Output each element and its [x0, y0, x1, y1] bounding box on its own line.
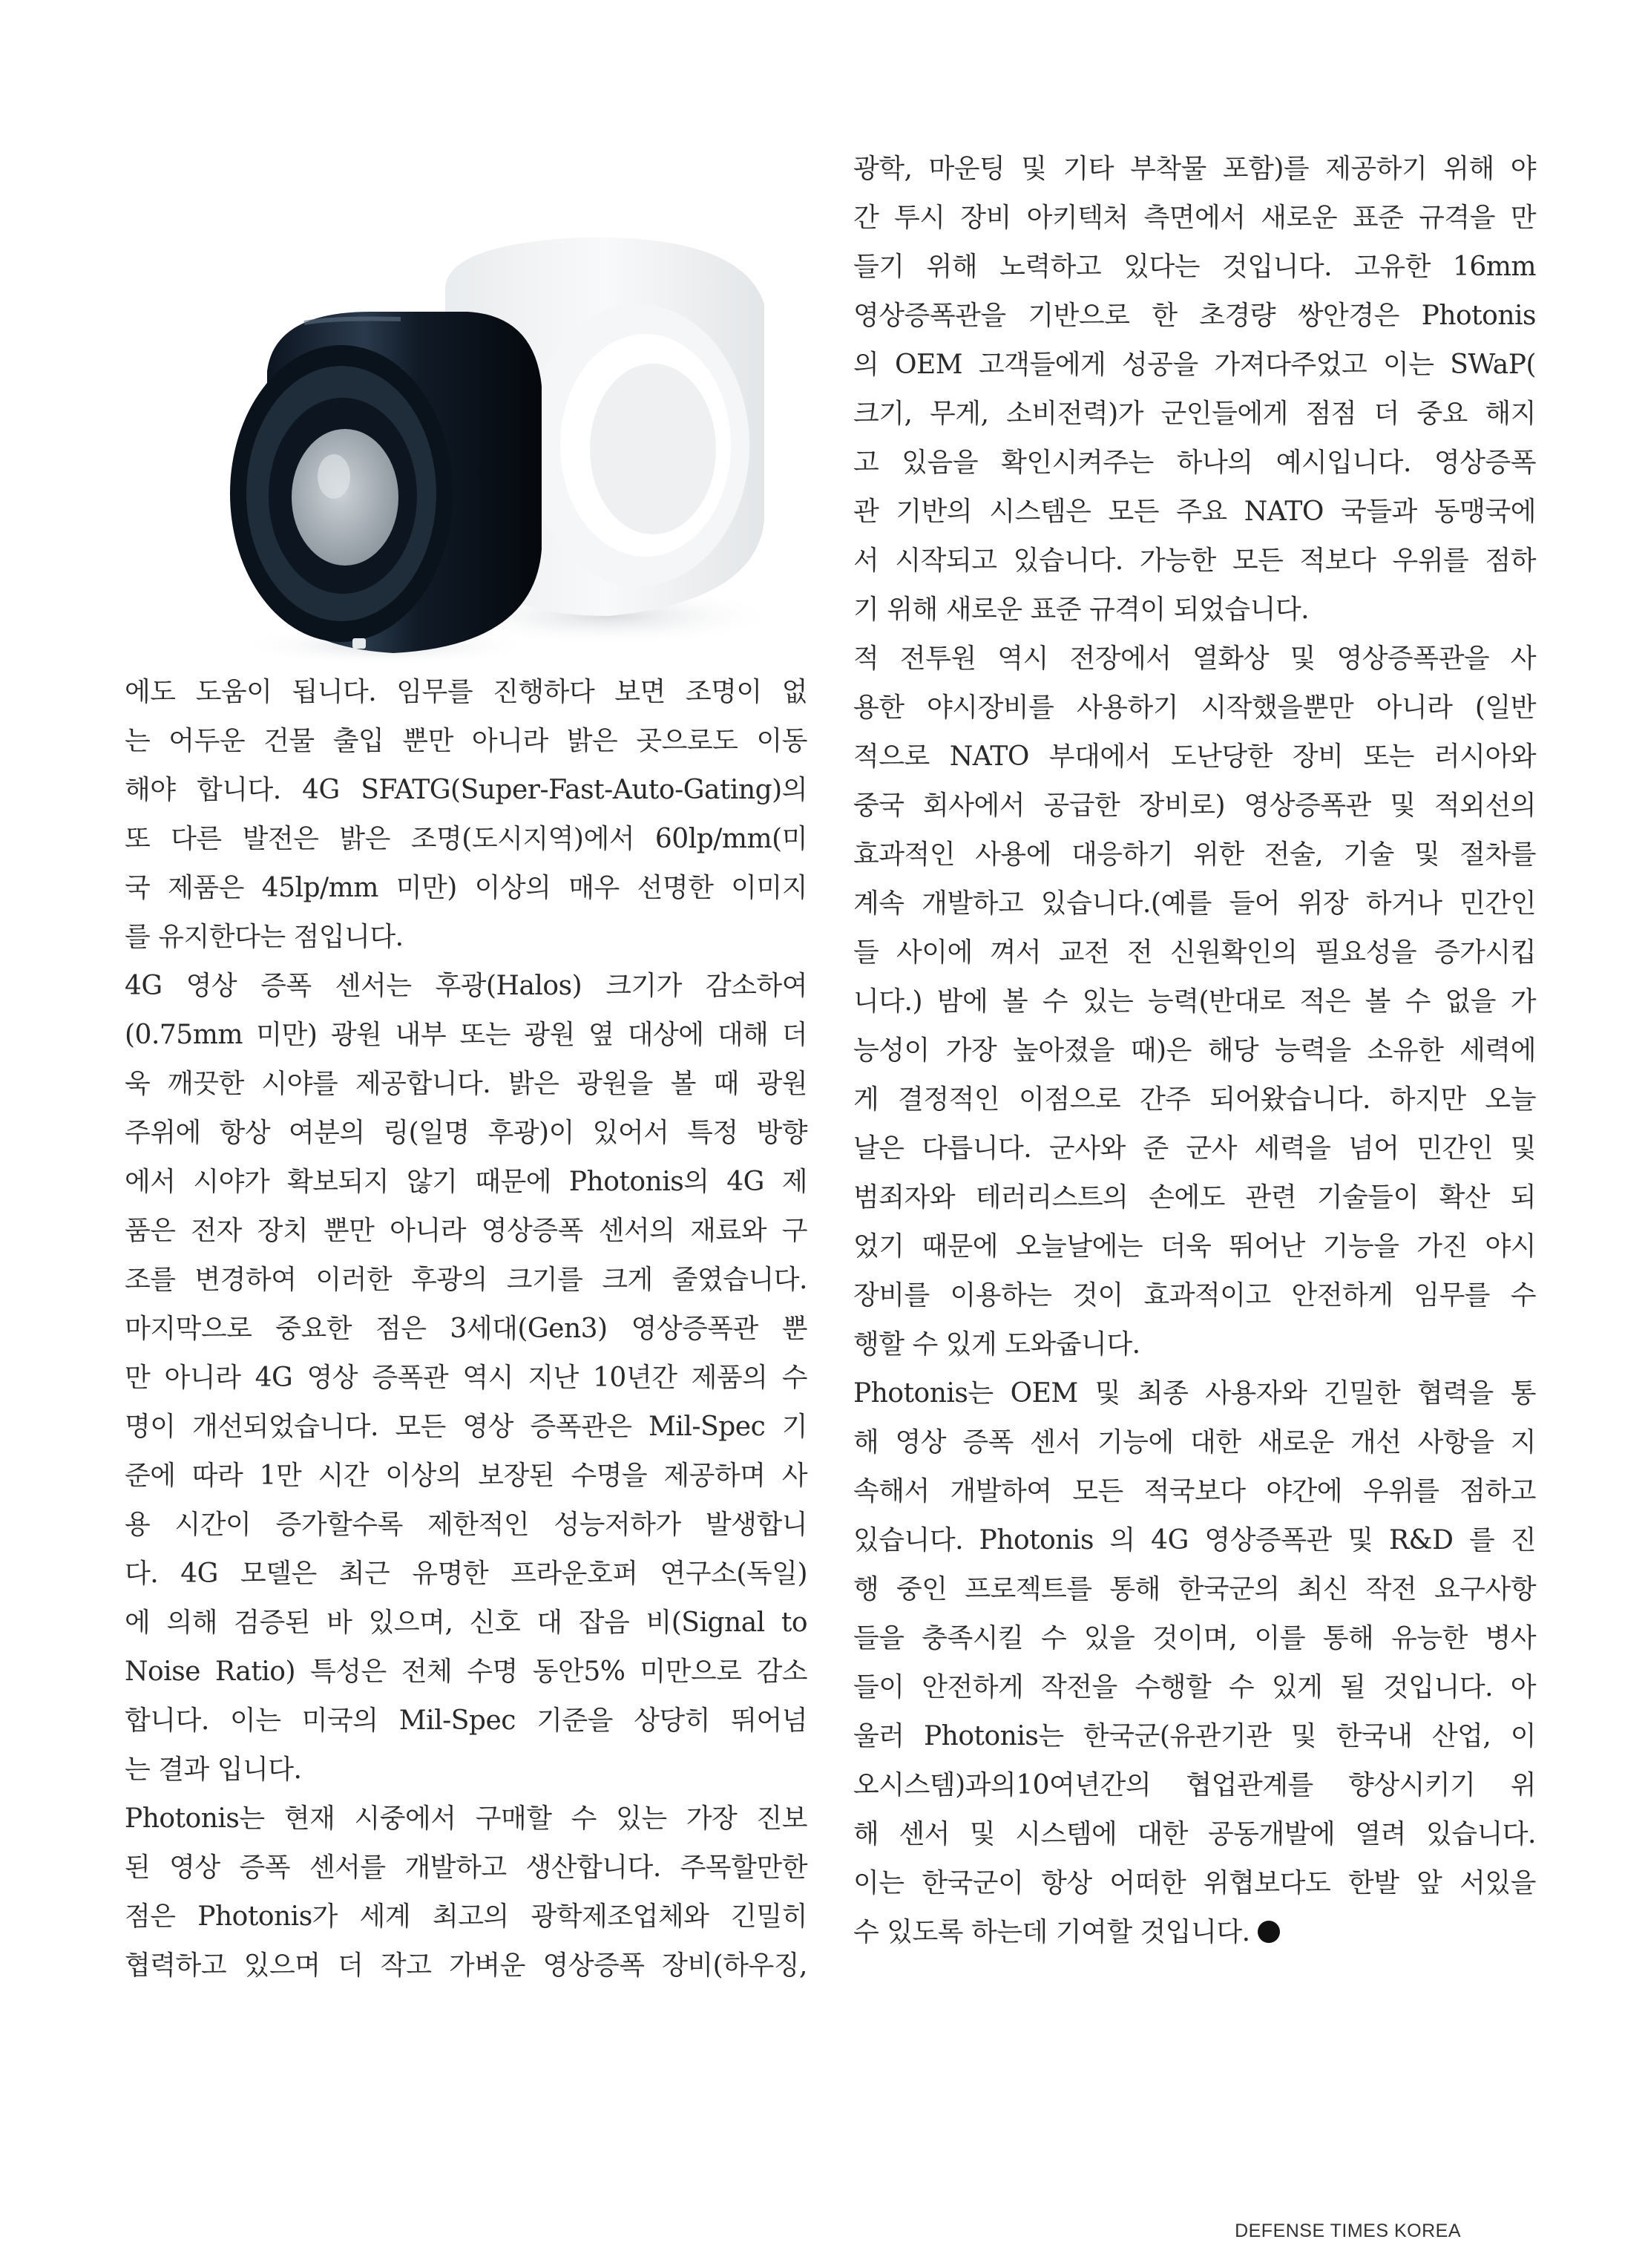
text-line: 장비를 이용하는 것이 효과적이고 안전하게 임무를 수 — [853, 1280, 1536, 1311]
text-line: 속해서 개발하여 모든 적국보다 야간에 우위를 점하고 — [853, 1476, 1536, 1507]
text-line: 능성이 가장 높아졌을 때)은 해당 능력을 소유한 세력에 — [853, 1035, 1536, 1066]
text-line: 해 센서 및 시스템에 대한 공동개발에 열려 있습니다. — [853, 1819, 1536, 1849]
text-line: 합니다. 이는 미국의 Mil-Spec 기준을 상당히 뛰어넘 — [125, 1705, 807, 1736]
text-line: 에도 도움이 됩니다. 임무를 진행하다 보면 조명이 없 — [125, 677, 807, 707]
text-line: Photonis는 현재 시중에서 구매할 수 있는 가장 진보 — [125, 1803, 807, 1834]
publication-footer: DEFENSE TIMES KOREA — [1235, 2221, 1461, 2241]
text-line: 간 투시 장비 아키텍처 측면에서 새로운 표준 규격을 만 — [853, 203, 1536, 233]
text-line: 국 제품은 45lp/mm 미만) 이상의 매우 선명한 이미지 — [125, 873, 807, 903]
text-line: 또 다른 발전은 밝은 조명(도시지역)에서 60lp/mm(미 — [125, 824, 807, 854]
text-line: 마지막으로 중요한 점은 3세대(Gen3) 영상증폭관 뿐 — [125, 1314, 807, 1344]
text-line: 고 있음을 확인시켜주는 하나의 예시입니다. 영상증폭 — [853, 448, 1536, 478]
text-line: 적 전투원 역시 전장에서 열화상 및 영상증폭관을 사 — [853, 643, 1536, 674]
text-line: 행 중인 프로젝트를 통해 한국군의 최신 작전 요구사항 — [853, 1574, 1536, 1605]
text-line: 욱 깨끗한 시야를 제공합니다. 밝은 광원을 볼 때 광원 — [125, 1069, 807, 1099]
text-line: 게 결정적인 이점으로 간주 되어왔습니다. 하지만 오늘 — [853, 1084, 1536, 1115]
text-line: 해 영상 증폭 센서 기능에 대한 새로운 개선 사항을 지 — [853, 1427, 1536, 1458]
dark-tube — [230, 312, 542, 665]
text-line: 날은 다릅니다. 군사와 준 군사 세력을 넘어 민간인 및 — [853, 1133, 1536, 1164]
text-line: 광학, 마운팅 및 기타 부착물 포함)를 제공하기 위해 야 — [853, 154, 1536, 184]
right-text-column — [853, 145, 1536, 1957]
text-line: 만 아니라 4G 영상 증폭관 역시 지난 10년간 제품의 수 — [125, 1363, 807, 1393]
text-line: 를 유지한다는 점입니다. — [125, 922, 404, 952]
text-line: 효과적인 사용에 대응하기 위한 전술, 기술 및 절차를 — [853, 839, 1536, 870]
text-line: 있습니다. Photonis 의 4G 영상증폭관 및 R&D 를 진 — [853, 1525, 1536, 1556]
text-line: 관 기반의 시스템은 모든 주요 NATO 국들과 동맹국에 — [853, 496, 1536, 527]
text-line: (0.75mm 미만) 광원 내부 또는 광원 옆 대상에 대해 더 — [125, 1020, 807, 1050]
final-text-line — [853, 1908, 1536, 1957]
text-line: 다. 4G 모델은 최근 유명한 프라운호퍼 연구소(독일) — [125, 1559, 807, 1589]
text-line: 들이 안전하게 작전을 수행할 수 있게 될 것입니다. 아 — [853, 1672, 1536, 1702]
text-line: 조를 변경하여 이러한 후광의 크기를 크게 줄였습니다. — [125, 1265, 807, 1295]
text-line: 점은 Photonis가 세계 최고의 광학제조업체와 긴밀히 — [125, 1901, 807, 1932]
text-line: 4G 영상 증폭 센서는 후광(Halos) 크기가 감소하여 — [125, 971, 807, 1001]
left-text-column — [125, 668, 807, 1990]
text-line: 기 위해 새로운 표준 규격이 되었습니다. — [853, 594, 1310, 625]
text-line: 적으로 NATO 부대에서 도난당한 장비 또는 러시아와 — [853, 741, 1536, 772]
text-line: 는 결과 입니다. — [125, 1754, 302, 1785]
text-line: 행할 수 있게 도와줍니다. — [853, 1329, 1140, 1360]
text-line: 들 사이에 껴서 교전 전 신원확인의 필요성을 증가시킵 — [853, 937, 1536, 968]
text-line: 울러 Photonis는 한국군(유관기관 및 한국내 산업, 이 — [853, 1721, 1536, 1751]
text-line: 이는 한국군이 항상 어떠한 위협보다도 한발 앞 서있을 — [853, 1868, 1536, 1898]
text-line: 협력하고 있으며 더 작고 가벼운 영상증폭 장비(하우징, — [125, 1950, 807, 1981]
text-line: 들기 위해 노력하고 있다는 것입니다. 고유한 16mm — [853, 252, 1536, 282]
text-line: 주위에 항상 여분의 링(일명 후광)이 있어서 특정 방향 — [125, 1118, 807, 1148]
text-line: 에 의해 검증된 바 있으며, 신호 대 잡음 비(Signal to — [125, 1607, 807, 1638]
text-line: 중국 회사에서 공급한 장비로) 영상증폭관 및 적외선의 — [853, 790, 1536, 821]
text-line: 크기, 무게, 소비전력)가 군인들에게 점점 더 중요 해지 — [853, 399, 1536, 429]
end-of-article-dot-icon — [1258, 1921, 1280, 1943]
text-line: 범죄자와 테러리스트의 손에도 관련 기술들이 확산 되 — [853, 1182, 1536, 1213]
image-intensifier-tube-photo — [223, 200, 801, 675]
text-line: Photonis는 OEM 및 최종 사용자와 긴밀한 협력을 통 — [853, 1378, 1536, 1409]
text-line: 들을 충족시킬 수 있을 것이며, 이를 통해 유능한 병사 — [853, 1623, 1536, 1654]
text-line: 서 시작되고 있습니다. 가능한 모든 적보다 우위를 점하 — [853, 545, 1536, 576]
text-line: 니다.) 밤에 볼 수 있는 능력(반대로 적은 볼 수 없을 가 — [853, 986, 1536, 1017]
text-line: Noise Ratio) 특성은 전체 수명 동안5% 미만으로 감소 — [125, 1656, 807, 1687]
text-line: 품은 전자 장치 뿐만 아니라 영상증폭 센서의 재료와 구 — [125, 1216, 807, 1246]
text-line: 해야 합니다. 4G SFATG(Super-Fast-Auto-Gating)의 — [125, 775, 807, 805]
text-line: 용한 야시장비를 사용하기 시작했을뿐만 아니라 (일반 — [853, 692, 1536, 723]
text-line: 는 어두운 건물 출입 뿐만 아니라 밝은 곳으로도 이동 — [125, 726, 807, 756]
text-line: 오시스템)과의10여년간의 협업관계를 향상시키기 위 — [853, 1770, 1536, 1800]
text-line: 명이 개선되었습니다. 모든 영상 증폭관은 Mil-Spec 기 — [125, 1412, 807, 1442]
text-line: 수 있도록 하는데 기여할 것입니다. — [853, 1917, 1250, 1947]
text-line: 었기 때문에 오늘날에는 더욱 뛰어난 기능을 가진 야시 — [853, 1231, 1536, 1262]
text-line: 준에 따라 1만 시간 이상의 보장된 수명을 제공하며 사 — [125, 1461, 807, 1491]
text-line: 계속 개발하고 있습니다.(예를 들어 위장 하거나 민간인 — [853, 888, 1536, 919]
text-line: 영상증폭관을 기반으로 한 초경량 쌍안경은 Photonis — [853, 301, 1536, 331]
text-line: 의 OEM 고객들에게 성공을 가져다주었고 이는 SWaP( — [853, 350, 1536, 380]
text-line: 된 영상 증폭 센서를 개발하고 생산합니다. 주목할만한 — [125, 1852, 807, 1883]
text-line: 용 시간이 증가할수록 제한적인 성능저하가 발생합니 — [125, 1510, 807, 1540]
text-line: 에서 시야가 확보되지 않기 때문에 Photonis의 4G 제 — [125, 1167, 807, 1197]
